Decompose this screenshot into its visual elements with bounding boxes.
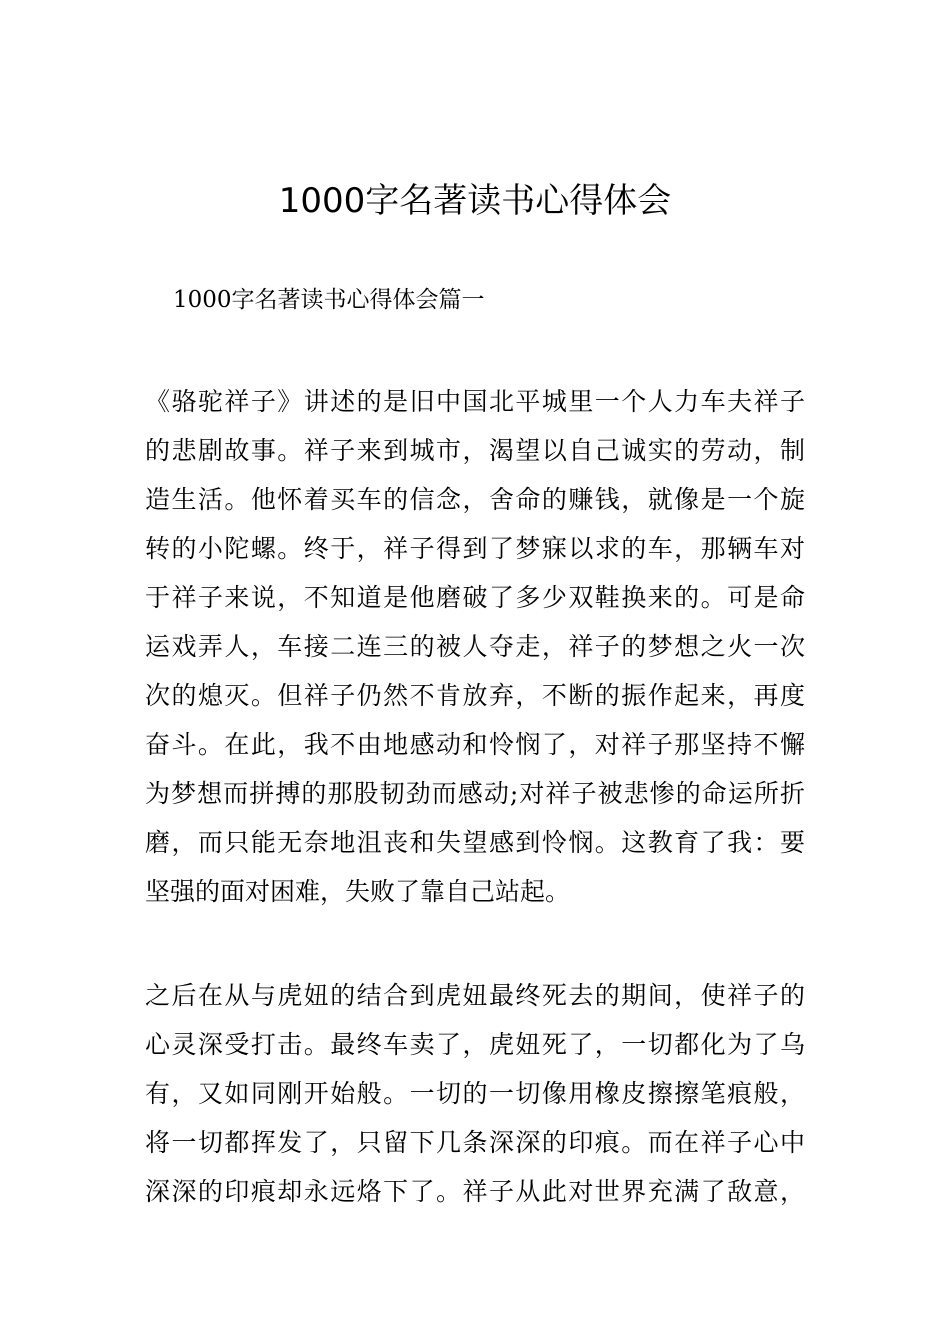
body-paragraph-1 — [145, 377, 805, 916]
paragraph-line: 运戏弄人，车接二连三的被人夺走，祥子的梦想之火一次 — [145, 632, 805, 661]
paragraph-line: 的悲剧故事。祥子来到城市，渴望以自己诚实的劳动，制 — [145, 436, 805, 465]
paragraph-line: 造生活。他怀着买车的信念，舍命的赚钱，就像是一个旋 — [145, 485, 805, 514]
paragraph-line: 深深的印痕却永远烙下了。祥子从此对世界充满了敌意， — [145, 1177, 805, 1206]
body-paragraph-2 — [145, 971, 805, 1216]
paragraph-line: 将一切都挥发了，只留下几条深深的印痕。而在祥子心中 — [145, 1128, 805, 1157]
paragraph-line: 之后在从与虎妞的结合到虎妞最终死去的期间，使祥子的 — [145, 981, 805, 1010]
paragraph-line: 奋斗。在此，我不由地感动和怜悯了，对祥子那坚持不懈 — [145, 730, 805, 759]
paragraph-line: 次的熄灭。但祥子仍然不肯放弃，不断的振作起来，再度 — [145, 681, 805, 710]
paragraph-line: 为梦想而拼搏的那股韧劲而感动;对祥子被悲惨的命运所折 — [145, 779, 805, 808]
document-title: 1000字名著读书心得体会 — [278, 181, 672, 221]
paragraph-line: 有，又如同刚开始般。一切的一切像用橡皮擦擦笔痕般， — [145, 1079, 805, 1108]
paragraph-line: 于祥子来说，不知道是他磨破了多少双鞋换来的。可是命 — [145, 583, 805, 612]
paragraph-line: 《骆驼祥子》讲述的是旧中国北平城里一个人力车夫祥子 — [145, 387, 805, 416]
paragraph-line: 心灵深受打击。最终车卖了，虎妞死了，一切都化为了乌 — [145, 1030, 805, 1059]
section-heading: 1000字名著读书心得体会篇一 — [173, 287, 485, 313]
paragraph-line: 磨，而只能无奈地沮丧和失望感到怜悯。这教育了我：要 — [145, 828, 805, 857]
paragraph-line: 转的小陀螺。终于，祥子得到了梦寐以求的车，那辆车对 — [145, 534, 805, 563]
paragraph-line: 坚强的面对困难，失败了靠自己站起。 — [145, 877, 571, 906]
